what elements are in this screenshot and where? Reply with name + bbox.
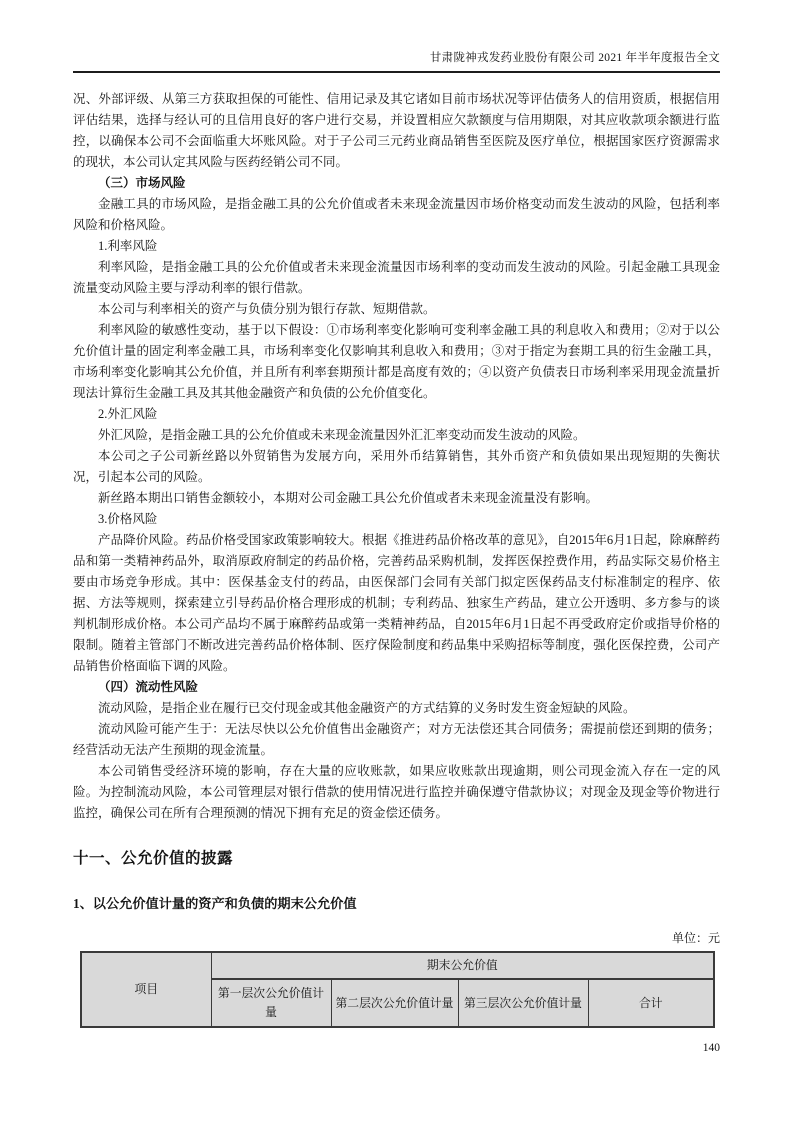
paragraph-interest-rate-sensitivity: 利率风险的敏感性变动，基于以下假设：①市场利率变化影响可变利率金融工具的利息收入和费用；②对于以公允价值计量的固定利率金融工具，市场利率变化仅影响其利息收入和费用；③对于指定为套期工具的衍生金融工具，市场利率变化影响其公允价值，并且所有利率套期预计都是高度有效的；④以资产负债表日市场利率采用现金流量折现法计算衍生金融工具及其其他金融资产和负债的公允价值变化。 <box>73 323 720 400</box>
table-header-total: 合计 <box>588 979 714 1027</box>
fair-value-table <box>80 951 715 1028</box>
subsection-title-fair-value-measurement: 1、以公允价值计量的资产和负债的期末公允价值 <box>73 896 357 911</box>
paragraph-fx-risk-subsidiary: 本公司之子公司新丝路以外贸销售为发展方向，采用外币结算销售，其外币资产和负债如果出现短期的失衡状况，引起本公司的风险。 <box>73 449 720 484</box>
heading-fx-risk: 2.外汇风险 <box>98 407 158 421</box>
table-header-level2: 第二层次公允价值计量 <box>331 979 458 1027</box>
table-header-level1: 第一层次公允价值计量 <box>211 979 331 1027</box>
body-text <box>73 89 720 824</box>
report-header: 甘肃陇神戎发药业股份有限公司 2021 年半年度报告全文 <box>73 50 720 73</box>
paragraph-credit-continuation: 况、外部评级、从第三方获取担保的可能性、信用记录及其它诸如目前市场状况等评估债务人的信用资质，根据信用评估结果，选择与经认可的且信用良好的客户进行交易，并设置相应欠款额度与信用期限，对其应收款项余额进行监控，以确保本公司不会面临重大坏账风险。对于子公司三元药业商品销售至医院及医疗单位，根据国家医疗资源需求的现状，本公司认定其风险与医药经销公司不同。 <box>73 92 720 169</box>
unit-label: 单位：元 <box>671 931 720 945</box>
paragraph-liquidity-sources: 流动风险可能产生于：无法尽快以公允价值售出金融资产；对方无法偿还其合同债务；需提前偿还到期的债务；经营活动无法产生预期的现金流量。 <box>73 722 720 757</box>
table-header-closing-fair-value: 期末公允价值 <box>211 952 714 979</box>
heading-interest-rate-risk: 1.利率风险 <box>98 239 158 253</box>
heading-market-risk: （三）市场风险 <box>98 176 186 190</box>
heading-liquidity-risk: （四）流动性风险 <box>98 680 199 694</box>
page-number: 140 <box>702 1042 720 1054</box>
paragraph-fx-risk-def: 外汇风险，是指金融工具的公允价值或未来现金流量因外汇汇率变动而发生波动的风险。 <box>98 428 586 442</box>
paragraph-liquidity-def: 流动风险，是指企业在履行已交付现金或其他金融资产的方式结算的义务时发生资金短缺的风险。 <box>98 701 636 715</box>
table-row-group-header <box>81 952 714 979</box>
paragraph-interest-rate-assets: 本公司与利率相关的资产与负债分别为银行存款、短期借款。 <box>98 302 436 316</box>
table-header-level3: 第三层次公允价值计量 <box>458 979 588 1027</box>
section-title-fair-value-disclosure: 十一、公允价值的披露 <box>73 850 234 867</box>
paragraph-fx-risk-impact: 新丝路本期出口销售金额较小，本期对公司金融工具公允价值或者未来现金流量没有影响。 <box>98 491 599 505</box>
paragraph-price-risk: 产品降价风险。药品价格受国家政策影响较大。根据《推进药品价格改革的意见》，自2015年6月1日起，除麻醉药品和第一类精神药品外，取消原政府制定的药品价格，完善药品采购机制，发挥医保控费作用，药品实际交易价格主要由市场竞争形成。其中：医保基金支付的药品，由医保部门会同有关部门拟定医保药品支付标准制定的程序、依据、方法等规则，探索建立引导药品价格合理形成的机制；专利药品、独家生产药品，建立公开透明、多方参与的谈判机制形成价格。本公司产品均不属于麻醉药品或第一类精神药品，自2015年6月1日起不再受政府定价或指导价格的限制。随着主管部门不断改进完善药品价格体制、医疗保险制度和药品集中采购招标等制度，强化医保控费，公司产品销售价格面临下调的风险。 <box>73 533 720 673</box>
paragraph-liquidity-management: 本公司销售受经济环境的影响，存在大量的应收账款，如果应收账款出现逾期，则公司现金流入存在一定的风险。为控制流动风险，本公司管理层对银行借款的使用情况进行监控并确保遵守借款协议；对现金及现金等价物进行监控，确保公司在所有合理预测的情况下拥有充足的资金偿还债务。 <box>73 764 720 820</box>
paragraph-market-risk-def: 金融工具的市场风险，是指金融工具的公允价值或者未来现金流量因市场价格变动而发生波动的风险，包括利率风险和价格风险。 <box>73 197 720 232</box>
table-header-item: 项目 <box>81 952 211 1027</box>
paragraph-interest-rate-def: 利率风险，是指金融工具的公允价值或者未来现金流量因市场利率的变动而发生波动的风险。引起金融工具现金流量变动风险主要与浮动利率的银行借款。 <box>73 260 720 295</box>
heading-price-risk: 3.价格风险 <box>98 512 158 526</box>
